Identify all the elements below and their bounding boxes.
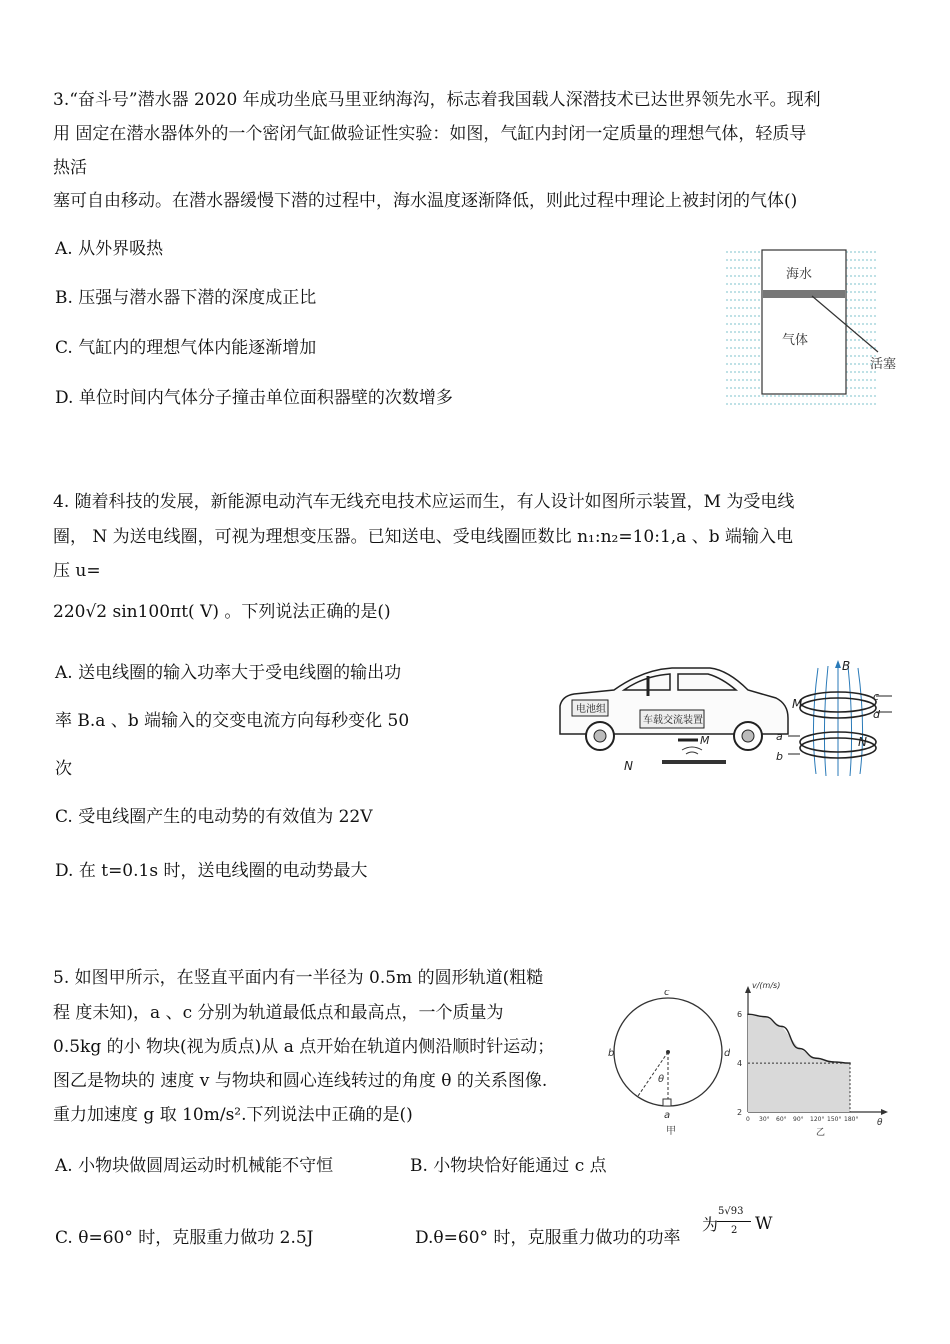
q5-stem-line2: 程 度未知)，a 、c 分别为轨道最低点和最高点，一个质量为 — [53, 1003, 504, 1023]
q4-option-a: A. 送电线圈的输入功率大于受电线圈的输出功 — [55, 663, 402, 683]
car-M-label: M — [700, 734, 710, 747]
q5-option-d-numerator: 5√93 — [718, 1206, 744, 1217]
ground-N-label: N — [624, 759, 633, 773]
x-tick-label: 150° — [827, 1116, 842, 1123]
q5-option-a: A. 小物块做圆周运动时机械能不守恒 — [55, 1156, 334, 1176]
figure-yi-caption: 乙 — [816, 1128, 826, 1138]
x-tick-label: 60° — [776, 1116, 787, 1123]
q3-option-b: B. 压强与潜水器下潜的深度成正比 — [55, 288, 317, 308]
coil-N-label: N — [858, 735, 867, 749]
q5-fraction-bar — [717, 1221, 751, 1222]
device-label: 车载交流装置 — [643, 715, 703, 726]
piston — [763, 290, 845, 298]
q4-option-c: C. 受电线圈产生的电动势的有效值为 22V — [55, 807, 373, 827]
q4-stem-line1: 4. 随着科技的发展，新能源电动汽车无线充电技术应运而生，有人设计如图所示装置，M 为受电线 — [53, 492, 795, 512]
y-axis-arrow — [745, 986, 751, 993]
q4-option-a-cont-b: 率 B.a 、b 端输入的交变电流方向每秒变化 50 — [55, 711, 410, 731]
curve-area — [748, 1014, 850, 1112]
x-tick-label: 0 — [746, 1116, 750, 1123]
magnetic-field-lines — [813, 664, 862, 776]
q3-option-c: C. 气缸内的理想气体内能逐渐增加 — [55, 338, 317, 358]
B-label: B — [842, 659, 851, 673]
data-point — [832, 1061, 834, 1063]
q5-stem-line3: 0.5kg 的小 物块(视为质点)从 a 点开始在轨道内侧沿顺时针运动； — [53, 1037, 555, 1057]
data-point — [781, 1026, 783, 1028]
q5-stem-line5: 重力加速度 g 取 10m/s².下列说法中正确的是() — [53, 1105, 413, 1125]
point-d-label: d — [724, 1048, 730, 1059]
x-tick-label: 120° — [810, 1116, 825, 1123]
data-point — [764, 1016, 766, 1018]
piston-label: 活塞 — [870, 357, 897, 372]
q3-option-d: D. 单位时间内气体分子撞击单位面积器壁的次数增多 — [55, 388, 453, 408]
terminal-a-label: a — [776, 730, 783, 743]
x-axis-arrow — [881, 1109, 888, 1115]
q4-stem-line4: 220√2 sin100πt( V) 。下列说法正确的是() — [53, 602, 391, 622]
terminal-b-label: b — [776, 750, 783, 763]
q5-option-d-unit: W — [755, 1214, 773, 1234]
y-tick-label: 6 — [737, 1010, 743, 1020]
terminal-d-label: d — [873, 708, 880, 721]
q5-stem-line1: 5. 如图甲所示，在竖直平面内有一半径为 0.5m 的圆形轨道(粗糙 — [53, 968, 544, 988]
q4-option-d: D. 在 t=0.1s 时，送电线圈的电动势最大 — [55, 861, 368, 881]
q4-stem-line3: 压 u= — [53, 561, 101, 581]
q3-option-a: A. 从外界吸热 — [55, 239, 164, 259]
q5-figure-jia-circle — [608, 990, 730, 1138]
q3-stem-line3: 热活 — [53, 158, 87, 178]
data-point — [815, 1057, 817, 1059]
y-tick-label: 2 — [737, 1108, 743, 1117]
q4-option-b-cont: 次 — [55, 759, 72, 779]
x-tick-label: 30° — [759, 1116, 770, 1123]
battery-label: 电池组 — [576, 704, 606, 715]
data-point — [747, 1013, 749, 1015]
q5-option-d: D.θ=60° 时，克服重力做功的功率 — [415, 1228, 681, 1248]
data-point — [798, 1048, 800, 1050]
q5-option-c: C. θ=60° 时，克服重力做功 2.5J — [55, 1228, 314, 1248]
q3-stem-line1: 3.“奋斗号”潜水器 2020 年成功坐底马里亚纳海沟，标志着我国载人深潜技术已达世界领先水平。现利 — [53, 90, 821, 110]
y-axis-label: v/(m/s) — [752, 981, 781, 990]
x-tick-label: 180° — [844, 1116, 859, 1123]
x-axis-label: θ — [877, 1118, 883, 1128]
point-a-label: a — [664, 1110, 671, 1121]
sea-label: 海水 — [786, 267, 813, 282]
q5-option-d-denominator: 2 — [731, 1225, 738, 1236]
coil-M-label: M — [792, 697, 803, 711]
q3-stem-line2: 用 固定在潜水器体外的一个密闭气缸做验证性实验：如图，气缸内封闭一定质量的理想气体，轻质导 — [53, 124, 807, 144]
q5-stem-line4: 图乙是物块的 速度 v 与物块和圆心连线转过的角度 θ 的关系图像. — [53, 1071, 548, 1091]
point-c-label: c — [664, 990, 670, 998]
q3-figure-cylinder — [726, 244, 902, 414]
transmitter-pad — [662, 760, 726, 764]
gas-label: 气体 — [782, 333, 809, 348]
q3-stem-line4: 塞可自由移动。在潜水器缓慢下潜的过程中，海水温度逐渐降低，则此过程中理论上被封闭的气体() — [53, 191, 798, 211]
x-tick-label: 90° — [793, 1116, 804, 1123]
y-tick-label: 4 — [737, 1059, 743, 1069]
theta-label: θ — [658, 1074, 665, 1085]
point-b-label: b — [608, 1048, 615, 1059]
q5-option-b: B. 小物块恰好能通过 c 点 — [410, 1156, 607, 1176]
q5-option-d-prefix: 为 — [702, 1215, 719, 1234]
q5-figure-yi-chart — [734, 978, 890, 1140]
q4-stem-line2: 圈， N 为送电线圈，可视为理想变压器。已知送电、受电线圈匝数比 n₁:n₂=10:1,a 、b 端输入电 — [53, 527, 793, 547]
terminal-c-label: c — [873, 690, 880, 703]
figure-jia-caption: 甲 — [666, 1126, 676, 1137]
q4-figure-wireless-charging — [552, 656, 892, 786]
block — [663, 1099, 671, 1106]
